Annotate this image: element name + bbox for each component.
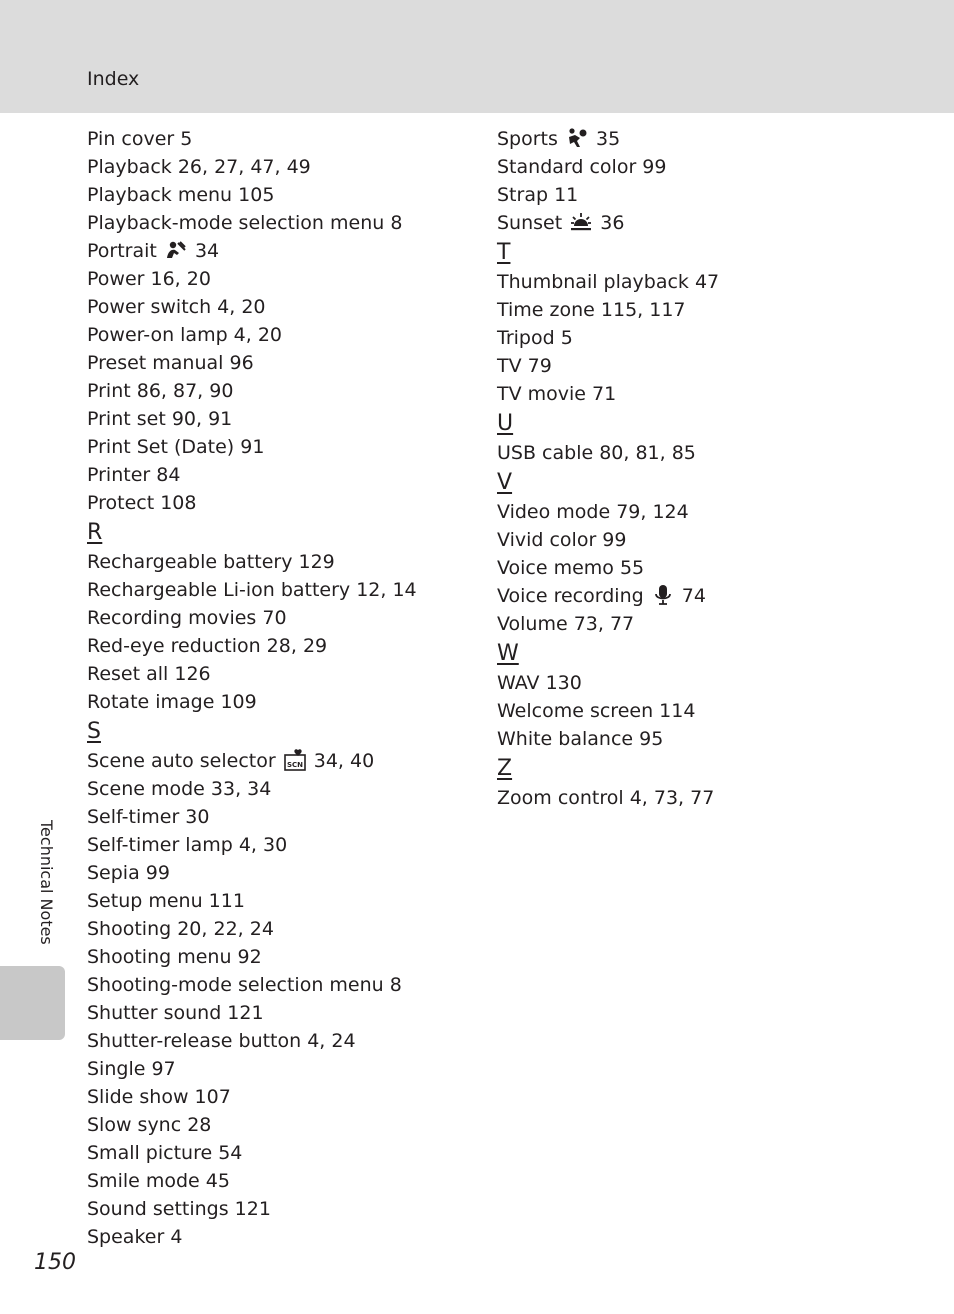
index-entry-voice-recording (497, 582, 937, 610)
index-entry: TV 79 (497, 355, 552, 377)
index-entry: Power switch 4, 20 (87, 296, 266, 318)
scene-auto-icon (284, 749, 306, 771)
index-entry: Shooting 20, 22, 24 (87, 918, 274, 940)
index-entry-term: Sunset (497, 212, 563, 234)
index-entry: Vivid color 99 (497, 529, 627, 551)
index-entry: Print 86, 87, 90 (87, 380, 234, 402)
index-entry: Tripod 5 (497, 327, 573, 349)
portrait-icon (165, 239, 187, 261)
index-entry: TV movie 71 (497, 383, 617, 405)
index-entry: Pin cover 5 (87, 128, 193, 150)
index-entry: Reset all 126 (87, 663, 211, 685)
index-entry-term: Portrait (87, 240, 157, 262)
index-entry-pages: 74 (681, 585, 706, 607)
svg-text:SCN: SCN (286, 761, 303, 769)
index-column-right (497, 125, 937, 812)
index-entry: Printer 84 (87, 464, 181, 486)
index-entry: Preset manual 96 (87, 352, 254, 374)
index-entry: Rechargeable battery 129 (87, 551, 335, 573)
index-entry: Slide show 107 (87, 1086, 231, 1108)
index-entry: Voice memo 55 (497, 557, 645, 579)
section-side-tab (0, 966, 65, 1040)
index-entry: Sound settings 121 (87, 1198, 271, 1220)
index-entry-pages: 34, 40 (313, 750, 375, 772)
index-entry: Protect 108 (87, 492, 197, 514)
index-entry-pages: 36 (600, 212, 625, 234)
index-entry-sports (497, 125, 937, 153)
index-entry: Red-eye reduction 28, 29 (87, 635, 328, 657)
index-entry: Shutter sound 121 (87, 1002, 264, 1024)
page-number: 150 (34, 1250, 76, 1275)
index-entry: Shooting menu 92 (87, 946, 262, 968)
index-entry: Print Set (Date) 91 (87, 436, 265, 458)
index-letter-r: R (87, 520, 103, 545)
index-entry: Zoom control 4, 73, 77 (497, 787, 715, 809)
index-letter-v: V (497, 470, 513, 495)
index-entry-scene-auto-selector (87, 747, 482, 775)
index-entry-term: Voice recording (497, 585, 644, 607)
index-letter-s: S (87, 719, 101, 744)
index-entry: Setup menu 111 (87, 890, 245, 912)
index-entry: Power 16, 20 (87, 268, 211, 290)
index-entry: WAV 130 (497, 672, 582, 694)
index-entry: Small picture 54 (87, 1142, 243, 1164)
index-entry-term: Sports (497, 128, 558, 150)
index-entry-pages: 34 (194, 240, 220, 262)
index-entry: Speaker 4 (87, 1226, 183, 1248)
index-entry: Strap 11 (497, 184, 579, 206)
index-entry: Slow sync 28 (87, 1114, 212, 1136)
index-entry: Print set 90, 91 (87, 408, 233, 430)
index-entry: Recording movies 70 (87, 607, 287, 629)
index-entry: Rechargeable Li-ion battery 12, 14 (87, 579, 417, 601)
sports-icon (566, 127, 588, 149)
index-letter-w: W (497, 641, 519, 666)
index-entry: Scene mode 33, 34 (87, 778, 272, 800)
index-letter-t: T (497, 240, 511, 265)
index-entry: USB cable 80, 81, 85 (497, 442, 696, 464)
index-entry-pages: 35 (596, 128, 621, 150)
index-entry: Time zone 115, 117 (497, 299, 686, 321)
section-side-label: Technical Notes (37, 820, 56, 945)
index-entry: Self-timer 30 (87, 806, 210, 828)
index-entry: Sepia 99 (87, 862, 170, 884)
index-entry: Shutter-release button 4, 24 (87, 1030, 356, 1052)
index-entry: Smile mode 45 (87, 1170, 230, 1192)
index-letter-z: Z (497, 756, 513, 781)
sunset-icon (570, 211, 592, 233)
index-entry-term: Scene auto selector (87, 750, 276, 772)
page-title: Index (87, 68, 140, 90)
index-entry: Shooting-mode selection menu 8 (87, 974, 402, 996)
index-entry: Standard color 99 (497, 156, 667, 178)
index-entry: Playback 26, 27, 47, 49 (87, 156, 311, 178)
index-entry: Rotate image 109 (87, 691, 257, 713)
index-entry: Playback-mode selection menu 8 (87, 212, 403, 234)
index-entry: Welcome screen 114 (497, 700, 696, 722)
index-entry: Power-on lamp 4, 20 (87, 324, 283, 346)
index-entry-sunset (497, 209, 937, 237)
index-entry: Video mode 79, 124 (497, 501, 689, 523)
page-header (0, 0, 954, 113)
index-entry: Playback menu 105 (87, 184, 275, 206)
index-column-left (87, 125, 482, 1251)
index-entry: Single 97 (87, 1058, 176, 1080)
index-entry: Thumbnail playback 47 (497, 271, 720, 293)
index-entry: Self-timer lamp 4, 30 (87, 834, 288, 856)
index-entry: White balance 95 (497, 728, 664, 750)
index-letter-u: U (497, 411, 514, 436)
microphone-icon (652, 584, 674, 606)
index-entry-portrait (87, 237, 482, 265)
index-entry: Volume 73, 77 (497, 613, 635, 635)
